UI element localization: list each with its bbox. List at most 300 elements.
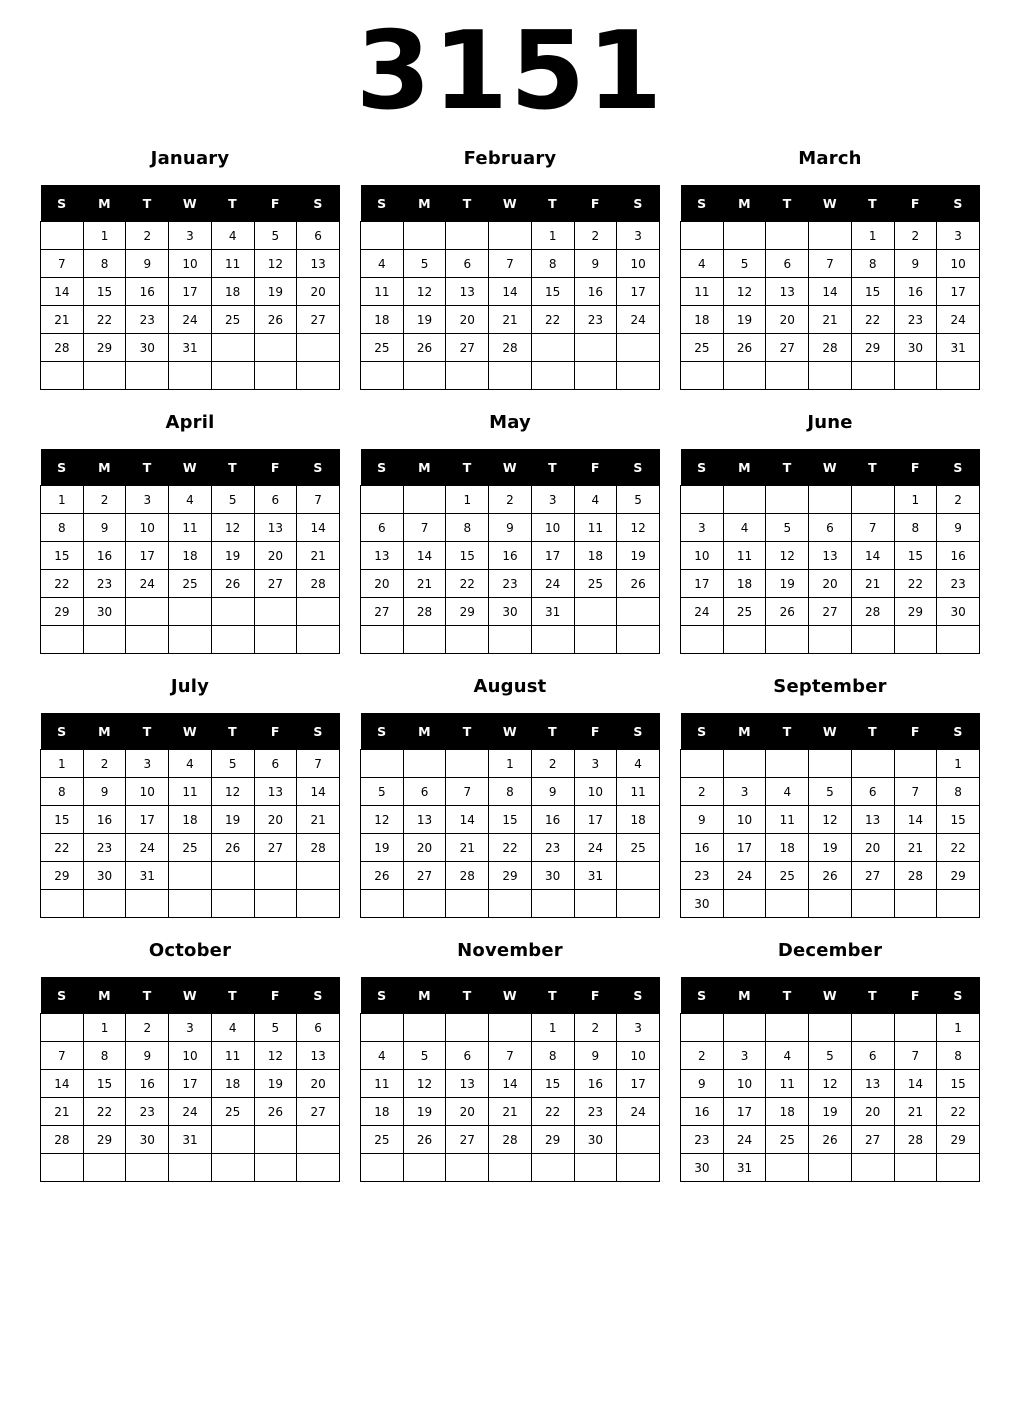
day-cell[interactable]: 23: [83, 570, 126, 598]
day-cell[interactable]: 27: [297, 1098, 340, 1126]
day-cell[interactable]: 4: [169, 486, 212, 514]
day-cell[interactable]: 14: [894, 806, 937, 834]
day-cell[interactable]: 11: [681, 278, 724, 306]
day-cell[interactable]: 17: [617, 278, 660, 306]
day-cell[interactable]: 23: [574, 306, 617, 334]
day-cell[interactable]: 4: [211, 1014, 254, 1042]
day-cell[interactable]: 21: [41, 306, 84, 334]
day-cell[interactable]: 20: [851, 1098, 894, 1126]
day-cell[interactable]: 31: [126, 862, 169, 890]
day-cell[interactable]: 15: [41, 542, 84, 570]
day-cell[interactable]: 10: [574, 778, 617, 806]
day-cell[interactable]: 7: [894, 1042, 937, 1070]
day-cell[interactable]: 25: [211, 306, 254, 334]
day-cell[interactable]: 11: [574, 514, 617, 542]
day-cell[interactable]: 28: [894, 862, 937, 890]
day-cell[interactable]: 12: [809, 806, 852, 834]
day-cell[interactable]: 22: [531, 1098, 574, 1126]
day-cell[interactable]: 18: [211, 1070, 254, 1098]
day-cell[interactable]: 7: [851, 514, 894, 542]
day-cell[interactable]: 6: [403, 778, 446, 806]
day-cell[interactable]: 25: [766, 862, 809, 890]
day-cell[interactable]: 8: [489, 778, 532, 806]
day-cell[interactable]: 27: [297, 306, 340, 334]
day-cell[interactable]: 25: [169, 834, 212, 862]
day-cell[interactable]: 20: [446, 1098, 489, 1126]
day-cell[interactable]: 3: [126, 486, 169, 514]
day-cell[interactable]: 8: [894, 514, 937, 542]
day-cell[interactable]: 5: [211, 486, 254, 514]
day-cell[interactable]: 11: [169, 514, 212, 542]
day-cell[interactable]: 13: [851, 1070, 894, 1098]
day-cell[interactable]: 23: [937, 570, 980, 598]
day-cell[interactable]: 12: [211, 514, 254, 542]
day-cell[interactable]: 24: [937, 306, 980, 334]
day-cell[interactable]: 22: [446, 570, 489, 598]
day-cell[interactable]: 10: [937, 250, 980, 278]
day-cell[interactable]: 2: [531, 750, 574, 778]
day-cell[interactable]: 24: [126, 570, 169, 598]
day-cell[interactable]: 9: [531, 778, 574, 806]
day-cell[interactable]: 10: [617, 250, 660, 278]
day-cell[interactable]: 13: [403, 806, 446, 834]
day-cell[interactable]: 8: [937, 778, 980, 806]
day-cell[interactable]: 10: [681, 542, 724, 570]
day-cell[interactable]: 19: [211, 806, 254, 834]
day-cell[interactable]: 9: [126, 250, 169, 278]
day-cell[interactable]: 2: [681, 778, 724, 806]
day-cell[interactable]: 2: [83, 750, 126, 778]
day-cell[interactable]: 20: [851, 834, 894, 862]
day-cell[interactable]: 12: [211, 778, 254, 806]
day-cell[interactable]: 6: [446, 250, 489, 278]
day-cell[interactable]: 14: [489, 1070, 532, 1098]
day-cell[interactable]: 12: [809, 1070, 852, 1098]
day-cell[interactable]: 7: [894, 778, 937, 806]
day-cell[interactable]: 1: [41, 486, 84, 514]
day-cell[interactable]: 30: [126, 334, 169, 362]
day-cell[interactable]: 2: [126, 222, 169, 250]
day-cell[interactable]: 23: [126, 306, 169, 334]
day-cell[interactable]: 2: [489, 486, 532, 514]
day-cell[interactable]: 19: [254, 278, 297, 306]
day-cell[interactable]: 9: [681, 806, 724, 834]
day-cell[interactable]: 30: [83, 862, 126, 890]
day-cell[interactable]: 30: [126, 1126, 169, 1154]
day-cell[interactable]: 5: [766, 514, 809, 542]
day-cell[interactable]: 14: [41, 1070, 84, 1098]
day-cell[interactable]: 28: [446, 862, 489, 890]
day-cell[interactable]: 19: [809, 834, 852, 862]
day-cell[interactable]: 12: [254, 250, 297, 278]
day-cell[interactable]: 18: [169, 542, 212, 570]
day-cell[interactable]: 9: [126, 1042, 169, 1070]
day-cell[interactable]: 15: [851, 278, 894, 306]
day-cell[interactable]: 20: [403, 834, 446, 862]
day-cell[interactable]: 17: [723, 834, 766, 862]
day-cell[interactable]: 5: [809, 778, 852, 806]
day-cell[interactable]: 3: [937, 222, 980, 250]
day-cell[interactable]: 2: [574, 222, 617, 250]
day-cell[interactable]: 7: [446, 778, 489, 806]
day-cell[interactable]: 7: [403, 514, 446, 542]
day-cell[interactable]: 27: [254, 834, 297, 862]
day-cell[interactable]: 10: [126, 778, 169, 806]
day-cell[interactable]: 17: [169, 1070, 212, 1098]
day-cell[interactable]: 4: [681, 250, 724, 278]
day-cell[interactable]: 25: [211, 1098, 254, 1126]
day-cell[interactable]: 6: [766, 250, 809, 278]
day-cell[interactable]: 8: [937, 1042, 980, 1070]
day-cell[interactable]: 11: [211, 1042, 254, 1070]
day-cell[interactable]: 24: [723, 862, 766, 890]
day-cell[interactable]: 14: [297, 514, 340, 542]
day-cell[interactable]: 15: [894, 542, 937, 570]
day-cell[interactable]: 25: [681, 334, 724, 362]
day-cell[interactable]: 22: [489, 834, 532, 862]
day-cell[interactable]: 24: [531, 570, 574, 598]
day-cell[interactable]: 31: [723, 1154, 766, 1182]
day-cell[interactable]: 17: [126, 542, 169, 570]
day-cell[interactable]: 20: [297, 1070, 340, 1098]
day-cell[interactable]: 8: [83, 1042, 126, 1070]
day-cell[interactable]: 11: [617, 778, 660, 806]
day-cell[interactable]: 20: [297, 278, 340, 306]
day-cell[interactable]: 21: [809, 306, 852, 334]
day-cell[interactable]: 29: [83, 334, 126, 362]
day-cell[interactable]: 3: [617, 222, 660, 250]
day-cell[interactable]: 3: [169, 1014, 212, 1042]
day-cell[interactable]: 30: [531, 862, 574, 890]
day-cell[interactable]: 27: [361, 598, 404, 626]
day-cell[interactable]: 4: [361, 1042, 404, 1070]
day-cell[interactable]: 28: [297, 570, 340, 598]
day-cell[interactable]: 31: [169, 334, 212, 362]
day-cell[interactable]: 17: [126, 806, 169, 834]
day-cell[interactable]: 11: [723, 542, 766, 570]
day-cell[interactable]: 12: [254, 1042, 297, 1070]
day-cell[interactable]: 29: [531, 1126, 574, 1154]
day-cell[interactable]: 18: [766, 834, 809, 862]
day-cell[interactable]: 3: [531, 486, 574, 514]
day-cell[interactable]: 14: [41, 278, 84, 306]
day-cell[interactable]: 5: [809, 1042, 852, 1070]
day-cell[interactable]: 13: [254, 778, 297, 806]
day-cell[interactable]: 9: [681, 1070, 724, 1098]
day-cell[interactable]: 19: [254, 1070, 297, 1098]
day-cell[interactable]: 28: [489, 334, 532, 362]
day-cell[interactable]: 17: [574, 806, 617, 834]
day-cell[interactable]: 25: [617, 834, 660, 862]
day-cell[interactable]: 27: [851, 1126, 894, 1154]
day-cell[interactable]: 24: [681, 598, 724, 626]
day-cell[interactable]: 13: [851, 806, 894, 834]
day-cell[interactable]: 20: [254, 542, 297, 570]
day-cell[interactable]: 7: [41, 1042, 84, 1070]
day-cell[interactable]: 9: [574, 250, 617, 278]
day-cell[interactable]: 16: [126, 278, 169, 306]
day-cell[interactable]: 27: [851, 862, 894, 890]
day-cell[interactable]: 14: [851, 542, 894, 570]
day-cell[interactable]: 16: [126, 1070, 169, 1098]
day-cell[interactable]: 3: [723, 1042, 766, 1070]
day-cell[interactable]: 31: [169, 1126, 212, 1154]
day-cell[interactable]: 23: [126, 1098, 169, 1126]
day-cell[interactable]: 1: [446, 486, 489, 514]
day-cell[interactable]: 12: [403, 278, 446, 306]
day-cell[interactable]: 9: [489, 514, 532, 542]
day-cell[interactable]: 20: [254, 806, 297, 834]
day-cell[interactable]: 11: [361, 278, 404, 306]
day-cell[interactable]: 23: [574, 1098, 617, 1126]
day-cell[interactable]: 3: [617, 1014, 660, 1042]
day-cell[interactable]: 16: [489, 542, 532, 570]
day-cell[interactable]: 22: [83, 1098, 126, 1126]
day-cell[interactable]: 4: [766, 778, 809, 806]
day-cell[interactable]: 10: [169, 1042, 212, 1070]
day-cell[interactable]: 28: [297, 834, 340, 862]
day-cell[interactable]: 11: [766, 1070, 809, 1098]
day-cell[interactable]: 26: [361, 862, 404, 890]
day-cell[interactable]: 30: [681, 1154, 724, 1182]
day-cell[interactable]: 20: [446, 306, 489, 334]
day-cell[interactable]: 22: [937, 1098, 980, 1126]
day-cell[interactable]: 20: [809, 570, 852, 598]
day-cell[interactable]: 30: [681, 890, 724, 918]
day-cell[interactable]: 1: [894, 486, 937, 514]
day-cell[interactable]: 20: [766, 306, 809, 334]
day-cell[interactable]: 21: [894, 1098, 937, 1126]
day-cell[interactable]: 19: [617, 542, 660, 570]
day-cell[interactable]: 19: [723, 306, 766, 334]
day-cell[interactable]: 29: [446, 598, 489, 626]
day-cell[interactable]: 17: [937, 278, 980, 306]
day-cell[interactable]: 15: [489, 806, 532, 834]
day-cell[interactable]: 3: [169, 222, 212, 250]
day-cell[interactable]: 13: [254, 514, 297, 542]
day-cell[interactable]: 13: [361, 542, 404, 570]
day-cell[interactable]: 6: [254, 750, 297, 778]
day-cell[interactable]: 25: [766, 1126, 809, 1154]
day-cell[interactable]: 8: [851, 250, 894, 278]
day-cell[interactable]: 4: [169, 750, 212, 778]
day-cell[interactable]: 15: [446, 542, 489, 570]
day-cell[interactable]: 15: [531, 1070, 574, 1098]
day-cell[interactable]: 9: [574, 1042, 617, 1070]
day-cell[interactable]: 28: [894, 1126, 937, 1154]
day-cell[interactable]: 23: [531, 834, 574, 862]
day-cell[interactable]: 15: [41, 806, 84, 834]
day-cell[interactable]: 13: [297, 250, 340, 278]
day-cell[interactable]: 5: [361, 778, 404, 806]
day-cell[interactable]: 1: [83, 222, 126, 250]
day-cell[interactable]: 5: [254, 1014, 297, 1042]
day-cell[interactable]: 25: [574, 570, 617, 598]
day-cell[interactable]: 22: [937, 834, 980, 862]
day-cell[interactable]: 9: [894, 250, 937, 278]
day-cell[interactable]: 23: [489, 570, 532, 598]
day-cell[interactable]: 16: [83, 542, 126, 570]
day-cell[interactable]: 1: [851, 222, 894, 250]
day-cell[interactable]: 18: [361, 1098, 404, 1126]
day-cell[interactable]: 10: [531, 514, 574, 542]
day-cell[interactable]: 26: [211, 834, 254, 862]
day-cell[interactable]: 13: [446, 1070, 489, 1098]
day-cell[interactable]: 23: [681, 862, 724, 890]
day-cell[interactable]: 26: [766, 598, 809, 626]
day-cell[interactable]: 10: [723, 1070, 766, 1098]
day-cell[interactable]: 3: [681, 514, 724, 542]
day-cell[interactable]: 19: [403, 306, 446, 334]
day-cell[interactable]: 14: [809, 278, 852, 306]
day-cell[interactable]: 27: [446, 1126, 489, 1154]
day-cell[interactable]: 6: [851, 778, 894, 806]
day-cell[interactable]: 25: [169, 570, 212, 598]
day-cell[interactable]: 21: [297, 542, 340, 570]
day-cell[interactable]: 8: [41, 778, 84, 806]
day-cell[interactable]: 26: [809, 862, 852, 890]
day-cell[interactable]: 23: [83, 834, 126, 862]
day-cell[interactable]: 26: [254, 306, 297, 334]
day-cell[interactable]: 22: [83, 306, 126, 334]
day-cell[interactable]: 25: [361, 1126, 404, 1154]
day-cell[interactable]: 28: [489, 1126, 532, 1154]
day-cell[interactable]: 13: [766, 278, 809, 306]
day-cell[interactable]: 15: [937, 806, 980, 834]
day-cell[interactable]: 27: [446, 334, 489, 362]
day-cell[interactable]: 1: [489, 750, 532, 778]
day-cell[interactable]: 2: [574, 1014, 617, 1042]
day-cell[interactable]: 4: [361, 250, 404, 278]
day-cell[interactable]: 15: [83, 1070, 126, 1098]
day-cell[interactable]: 17: [723, 1098, 766, 1126]
day-cell[interactable]: 30: [937, 598, 980, 626]
day-cell[interactable]: 27: [766, 334, 809, 362]
day-cell[interactable]: 26: [809, 1126, 852, 1154]
day-cell[interactable]: 14: [403, 542, 446, 570]
day-cell[interactable]: 8: [446, 514, 489, 542]
day-cell[interactable]: 4: [617, 750, 660, 778]
day-cell[interactable]: 5: [211, 750, 254, 778]
day-cell[interactable]: 18: [723, 570, 766, 598]
day-cell[interactable]: 19: [211, 542, 254, 570]
day-cell[interactable]: 6: [361, 514, 404, 542]
day-cell[interactable]: 28: [809, 334, 852, 362]
day-cell[interactable]: 6: [851, 1042, 894, 1070]
day-cell[interactable]: 30: [574, 1126, 617, 1154]
day-cell[interactable]: 19: [361, 834, 404, 862]
day-cell[interactable]: 9: [83, 778, 126, 806]
day-cell[interactable]: 1: [531, 1014, 574, 1042]
day-cell[interactable]: 11: [169, 778, 212, 806]
day-cell[interactable]: 27: [809, 598, 852, 626]
day-cell[interactable]: 18: [211, 278, 254, 306]
day-cell[interactable]: 30: [894, 334, 937, 362]
day-cell[interactable]: 16: [574, 1070, 617, 1098]
day-cell[interactable]: 29: [41, 598, 84, 626]
day-cell[interactable]: 2: [894, 222, 937, 250]
day-cell[interactable]: 25: [361, 334, 404, 362]
day-cell[interactable]: 4: [766, 1042, 809, 1070]
day-cell[interactable]: 5: [403, 250, 446, 278]
day-cell[interactable]: 3: [574, 750, 617, 778]
day-cell[interactable]: 6: [297, 222, 340, 250]
day-cell[interactable]: 28: [41, 334, 84, 362]
day-cell[interactable]: 31: [574, 862, 617, 890]
day-cell[interactable]: 26: [254, 1098, 297, 1126]
day-cell[interactable]: 24: [617, 306, 660, 334]
day-cell[interactable]: 7: [809, 250, 852, 278]
day-cell[interactable]: 8: [531, 1042, 574, 1070]
day-cell[interactable]: 11: [766, 806, 809, 834]
day-cell[interactable]: 19: [809, 1098, 852, 1126]
day-cell[interactable]: 16: [894, 278, 937, 306]
day-cell[interactable]: 2: [937, 486, 980, 514]
day-cell[interactable]: 22: [531, 306, 574, 334]
day-cell[interactable]: 12: [723, 278, 766, 306]
day-cell[interactable]: 29: [83, 1126, 126, 1154]
day-cell[interactable]: 29: [937, 862, 980, 890]
day-cell[interactable]: 21: [894, 834, 937, 862]
day-cell[interactable]: 30: [83, 598, 126, 626]
day-cell[interactable]: 17: [681, 570, 724, 598]
day-cell[interactable]: 3: [723, 778, 766, 806]
day-cell[interactable]: 21: [489, 306, 532, 334]
day-cell[interactable]: 18: [361, 306, 404, 334]
day-cell[interactable]: 16: [681, 834, 724, 862]
day-cell[interactable]: 26: [211, 570, 254, 598]
day-cell[interactable]: 31: [531, 598, 574, 626]
day-cell[interactable]: 14: [894, 1070, 937, 1098]
day-cell[interactable]: 17: [531, 542, 574, 570]
day-cell[interactable]: 12: [766, 542, 809, 570]
day-cell[interactable]: 28: [41, 1126, 84, 1154]
day-cell[interactable]: 6: [297, 1014, 340, 1042]
day-cell[interactable]: 22: [41, 834, 84, 862]
day-cell[interactable]: 20: [361, 570, 404, 598]
day-cell[interactable]: 29: [41, 862, 84, 890]
day-cell[interactable]: 7: [489, 250, 532, 278]
day-cell[interactable]: 12: [403, 1070, 446, 1098]
day-cell[interactable]: 2: [83, 486, 126, 514]
day-cell[interactable]: 22: [41, 570, 84, 598]
day-cell[interactable]: 17: [169, 278, 212, 306]
day-cell[interactable]: 24: [723, 1126, 766, 1154]
day-cell[interactable]: 1: [531, 222, 574, 250]
day-cell[interactable]: 7: [489, 1042, 532, 1070]
day-cell[interactable]: 2: [681, 1042, 724, 1070]
day-cell[interactable]: 29: [851, 334, 894, 362]
day-cell[interactable]: 7: [41, 250, 84, 278]
day-cell[interactable]: 5: [254, 222, 297, 250]
day-cell[interactable]: 6: [254, 486, 297, 514]
day-cell[interactable]: 11: [361, 1070, 404, 1098]
day-cell[interactable]: 27: [254, 570, 297, 598]
day-cell[interactable]: 13: [297, 1042, 340, 1070]
day-cell[interactable]: 19: [403, 1098, 446, 1126]
day-cell[interactable]: 24: [169, 306, 212, 334]
day-cell[interactable]: 13: [446, 278, 489, 306]
day-cell[interactable]: 13: [809, 542, 852, 570]
day-cell[interactable]: 18: [574, 542, 617, 570]
day-cell[interactable]: 18: [169, 806, 212, 834]
day-cell[interactable]: 18: [681, 306, 724, 334]
day-cell[interactable]: 14: [446, 806, 489, 834]
day-cell[interactable]: 10: [169, 250, 212, 278]
day-cell[interactable]: 18: [766, 1098, 809, 1126]
day-cell[interactable]: 16: [937, 542, 980, 570]
day-cell[interactable]: 12: [617, 514, 660, 542]
